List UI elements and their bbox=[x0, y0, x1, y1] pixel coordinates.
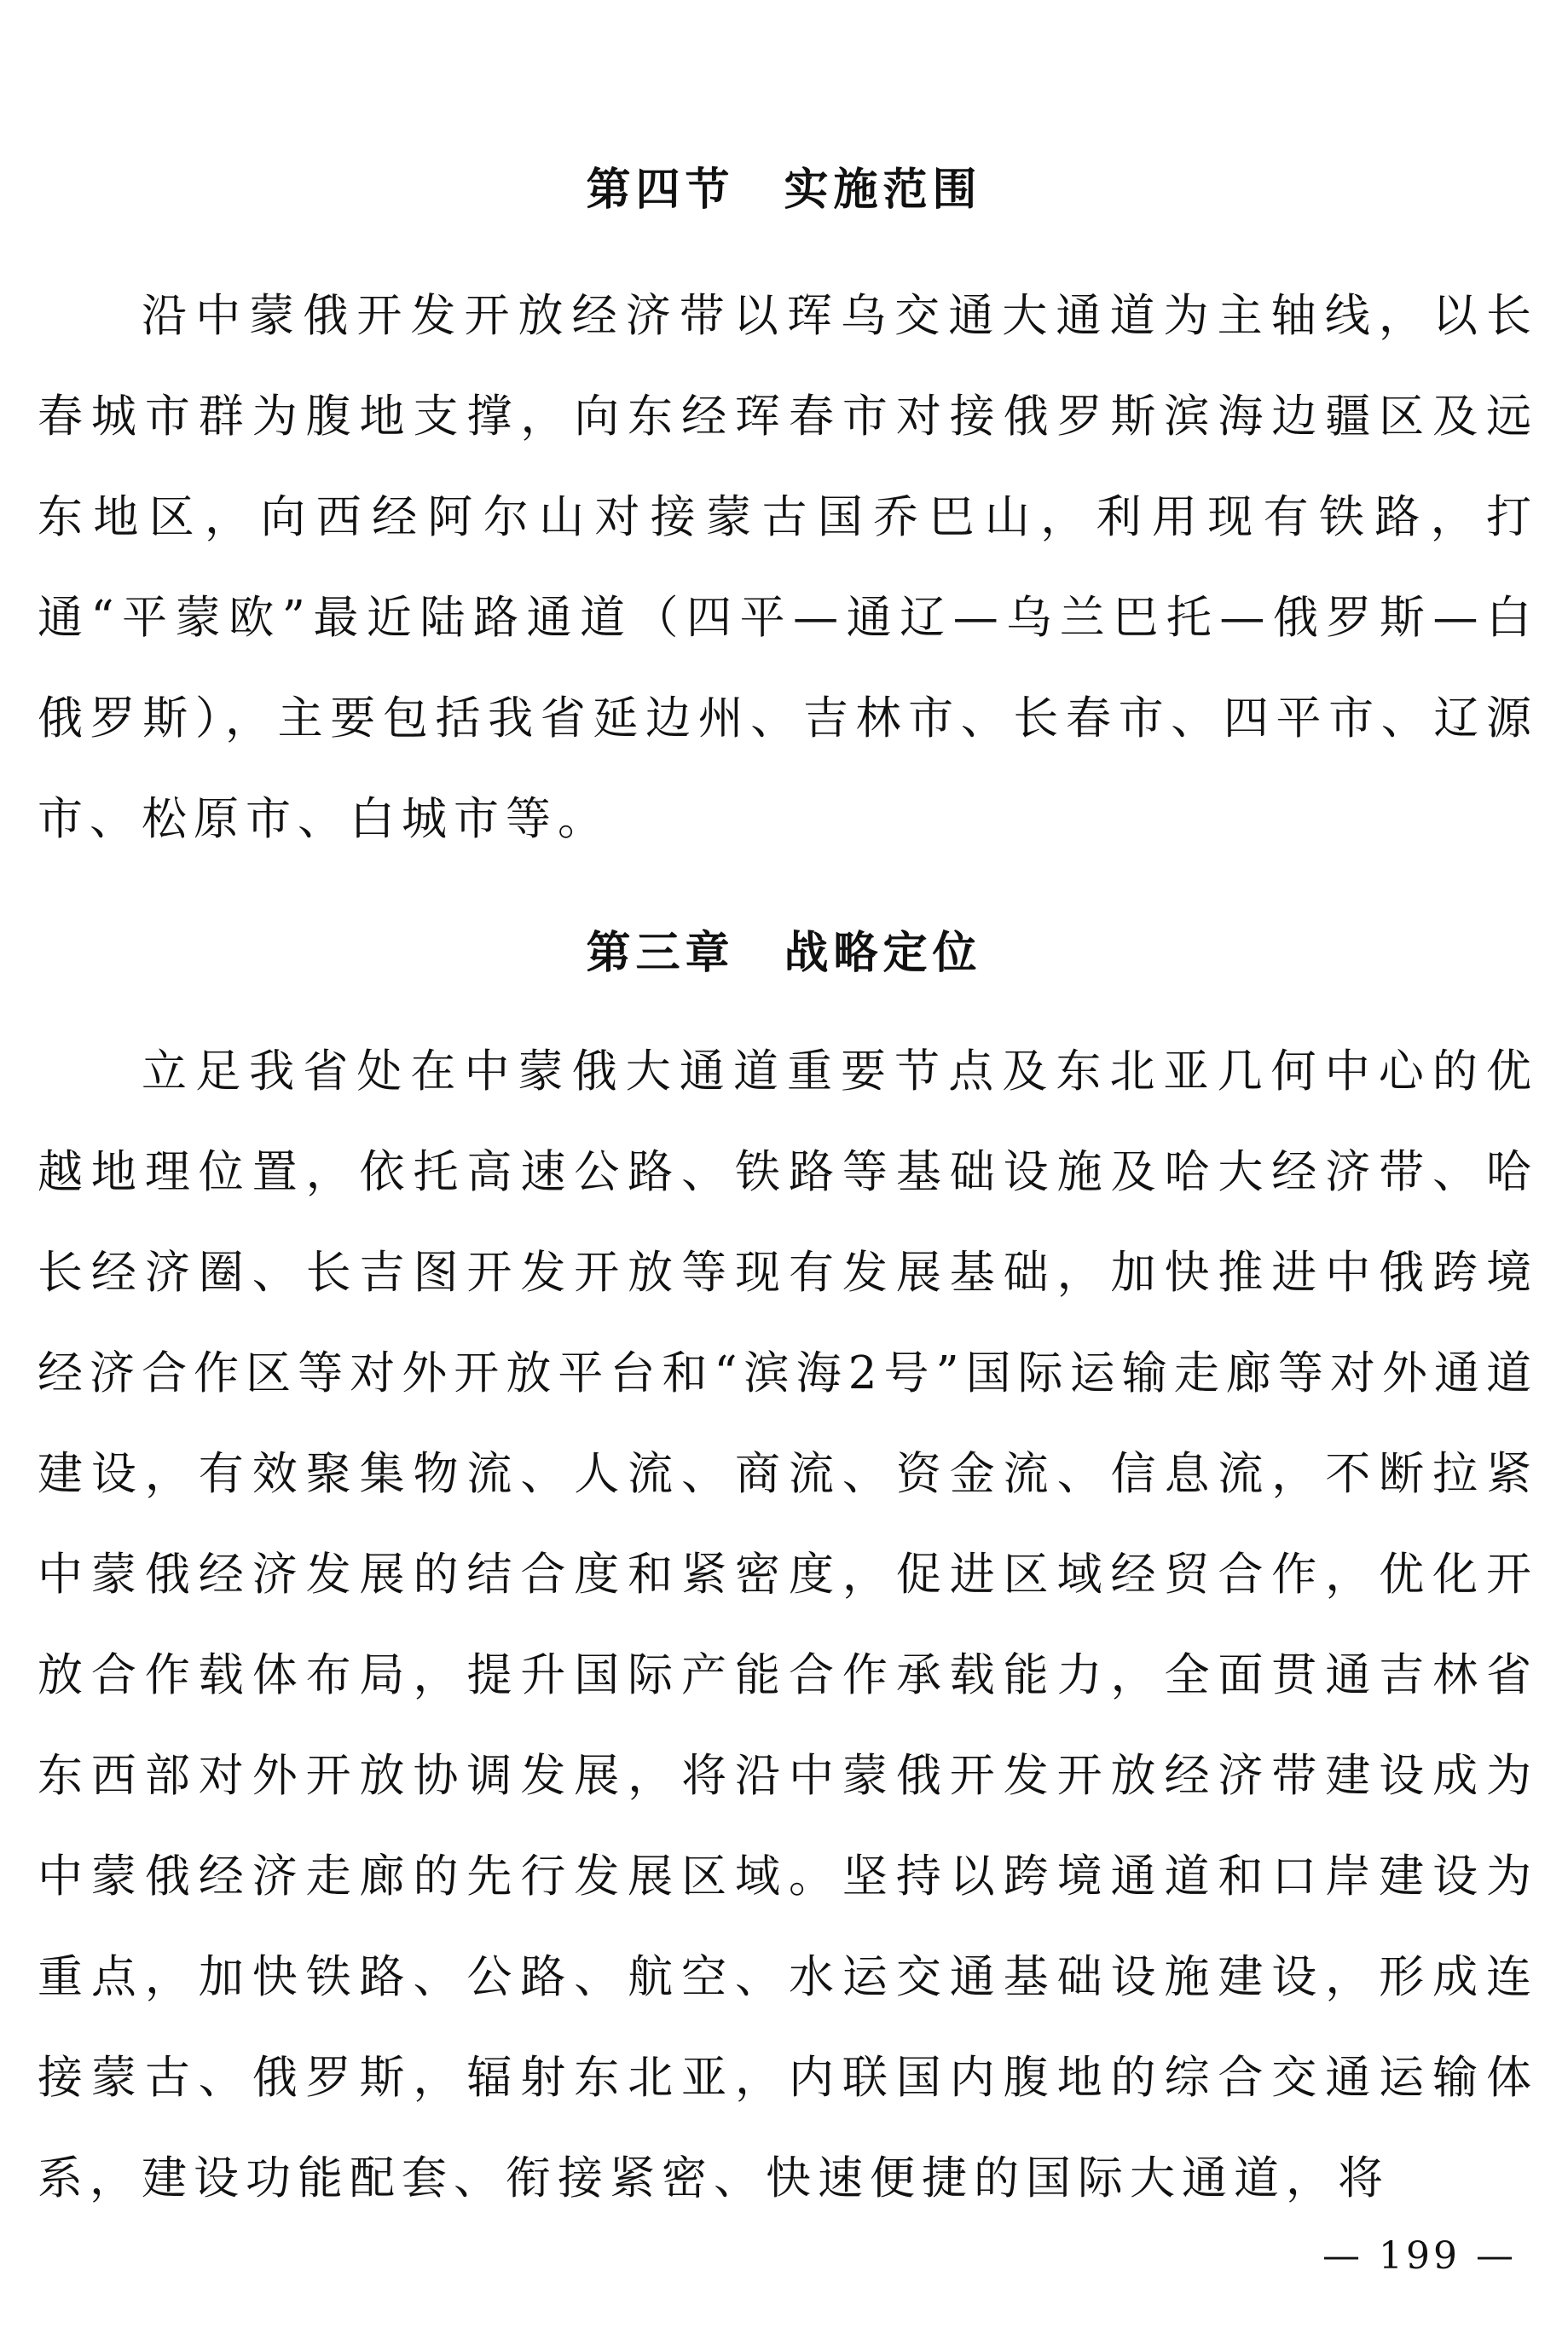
chapter-heading: 第三章 战略定位 bbox=[586, 928, 982, 979]
paragraph-scope: 沿中蒙俄开发开放经济带以珲乌交通大通道为主轴线，以长春城市群为腹地支撑，向东经珲春市对接俄罗斯滨海边疆区及远东地区，向西经阿尔山对接蒙古国乔巴山，利用现有铁路，打通“平蒙欧”最近陆路通道（四平—通辽—乌兰巴托—俄罗斯—白俄罗斯），主要包括我省延边州、吉林市、长春市、四平市、辽源市、松原市、白城市等。 bbox=[38, 290, 1538, 845]
page-number: — 199 — bbox=[1322, 2234, 1517, 2278]
section-heading: 第四节 实施范围 bbox=[586, 165, 982, 216]
paragraph-strategy: 立足我省处在中蒙俄大通道重要节点及东北亚几何中心的优越地理位置，依托高速公路、铁路等基础设施及哈大经济带、哈长经济圈、长吉图开发开放等现有发展基础，加快推进中俄跨境经济合作区等对外开放平台和“滨海2号”国际运输走廊等对外通道建设，有效聚集物流、人流、商流、资金流、信息流，不断拉紧中蒙俄经济发展的结合度和紧密度，促进区域经贸合作，优化开放合作载体布局，提升国际产能合作承载能力，全面贯通吉林省东西部对外开放协调发展，将沿中蒙俄开发开放经济带建设成为中蒙俄经济走廊的先行发展区域。坚持以跨境通道和口岸建设为重点，加快铁路、公路、航空、水运交通基础设施建设，形成连接蒙古、俄罗斯，辐射东北亚，内联国内腹地的综合交通运输体系，建设功能配套、衔接紧密、快速便捷的国际大通道，将 bbox=[38, 1045, 1538, 2204]
